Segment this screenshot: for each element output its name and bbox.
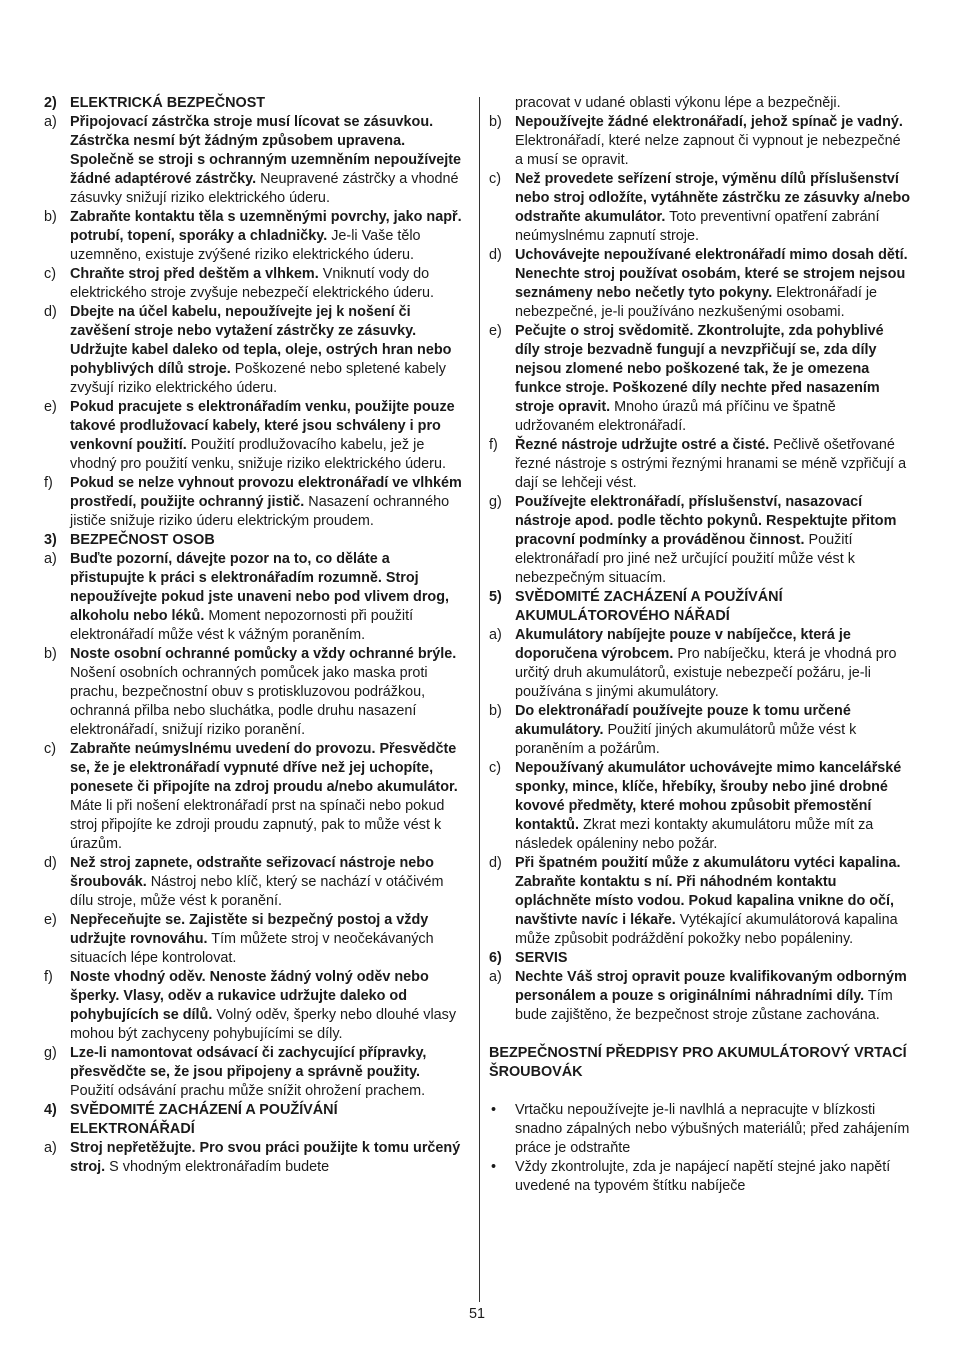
section-heading <box>489 949 912 968</box>
item-text: Vniknutí vody do elektrického stroje zvyšuje nebezpečí elektrického úderu. <box>70 266 434 301</box>
item-text: Zkrat mezi kontakty akumulátoru může mít za následek opáleniny nebo požár. <box>515 817 874 852</box>
item-bold-text: Zabraňte neúmyslnému uvedení do provozu. Přesvědčte se, že je elektronářadí vypnuté dříve než jej uchopíte, ponesete či připojíte na zdroj proudu a/nebo akumulátor. <box>70 741 458 795</box>
item-bold-text: Nepoužívaný akumulátor uchovávejte mimo kancelářské sponky, mince, klíče, hřebíky, šrouby nebo jiné drobné kovové předměty, které mohou způsobit přemostění kontaktů. <box>515 760 902 833</box>
item-letter: d) <box>489 855 502 871</box>
item-text: Tím můžete stroj v neočekávaných situacích lépe kontrolovat. <box>70 931 434 966</box>
item-letter: c) <box>489 171 501 187</box>
item-text: Poškozené nebo spletené kabely zvyšují riziko elektrického úderu. <box>70 361 446 396</box>
section-heading <box>44 94 464 113</box>
left-column <box>44 94 464 1177</box>
item-text: Elektronářadí je nebezpečné, je-li používáno nezkušenými osobami. <box>515 285 878 320</box>
item-letter: e) <box>489 323 502 339</box>
subsection-title: BEZPEČNOSTNÍ PŘEDPISY PRO AKUMULÁTOROVÝ VRTACÍ ŠROUBOVÁK <box>489 1045 907 1080</box>
list-item <box>489 854 912 949</box>
item-bold-text: Používejte elektronářadí, příslušenství, nasazovací nástroje apod. podle těchto pokynů. Respektujte přitom pracovní podmínky a prováděnou činnost. <box>515 494 897 548</box>
list-item <box>489 113 912 170</box>
list-item <box>489 702 912 759</box>
item-bold-text: Nepřeceňujte se. Zajistěte si bezpečný postoj a vždy udržujte rovnováhu. <box>70 912 429 947</box>
item-bold-text: Pokud se nelze vyhnout provozu elektronářadí ve vlhkém prostředí, použijte ochranný jistič. <box>70 475 462 510</box>
item-letter: c) <box>44 266 56 282</box>
item-letter: d) <box>489 247 502 263</box>
item-text: Tím bude zajištěno, že bezpečnost stroje zůstane zachována. <box>515 988 893 1023</box>
item-text: Nošení osobních ochranných pomůcek jako maska proti prachu, bezpečnostní obuv s protiskluzovou podrážkou, ochranná přilba nebo sluchátka, podle druhu nasazení elektronářadí, snižují riziko poranění. <box>70 665 428 738</box>
list-item <box>489 968 912 1025</box>
item-text: Mnoho úrazů má příčinu ve špatně udržovaném elektronářadí. <box>515 399 836 434</box>
item-letter: a) <box>44 1140 57 1156</box>
item-letter: f) <box>44 475 53 491</box>
item-text: Toto preventivní opatření zabrání neúmyslnému zapnutí stroje. <box>515 209 880 244</box>
list-item <box>489 170 912 246</box>
item-bold-text: Chraňte stroj před deštěm a vlhkem. <box>70 266 319 282</box>
item-text: Použití elektronářadí pro jiné než určující použití může vést k nebezpečným situacím. <box>515 532 855 586</box>
item-text: Volný oděv, šperky nebo dlouhé vlasy mohou být zachyceny pohybujícími se díly. <box>70 1007 457 1042</box>
item-letter: b) <box>489 703 502 719</box>
column-divider <box>479 97 480 1302</box>
page-number: 51 <box>468 1306 485 1322</box>
item-text: Máte li při nošení elektronářadí prst na spínači nebo pokud stroj připojíte ke zdroji proudu zapnutý, pak to může vést k úrazům. <box>70 798 445 852</box>
section-number: 5) <box>489 589 502 605</box>
item-text: Vytékající akumulátorová kapalina může způsobit podráždění pokožky nebo popáleniny. <box>515 912 898 947</box>
list-item <box>44 854 464 911</box>
section-title: BEZPEČNOST OSOB <box>70 532 215 548</box>
item-bold-text: Noste osobní ochranné pomůcky a vždy ochranné brýle. <box>70 646 457 662</box>
bullet-text: Vždy zkontrolujte, zda je napájecí napětí stejné jako napětí uvedené na typovém štítku nabíječe <box>515 1159 891 1194</box>
item-letter: d) <box>44 304 57 320</box>
section-number: 4) <box>44 1102 57 1118</box>
list-item <box>44 303 464 398</box>
item-letter: a) <box>489 969 502 985</box>
item-bold-text: Lze-li namontovat odsávací či zachycující přípravky, přesvědčte se, že jsou připojeny a správně použity. <box>70 1045 427 1080</box>
item-letter: a) <box>489 627 502 643</box>
item-letter: a) <box>44 114 57 130</box>
item-bold-text: Akumulátory nabíjejte pouze v nabíječce, která je doporučena výrobcem. <box>515 627 851 662</box>
list-item <box>44 113 464 208</box>
list-item <box>489 436 912 493</box>
item-bold-text: Pokud pracujete s elektronářadím venku, použijte pouze takové prodlužovací kabely, které jsou schváleny i pro venkovní použití. <box>70 399 455 453</box>
bullet-icon: • <box>491 1159 497 1175</box>
list-item <box>489 493 912 588</box>
item-letter: g) <box>44 1045 57 1061</box>
list-item <box>44 740 464 854</box>
section-title: SVĚDOMITÉ ZACHÁZENÍ A POUŽÍVÁNÍ AKUMULÁTOROVÉHO NÁŘADÍ <box>515 589 783 624</box>
item-bold-text: Noste vhodný oděv. Nenoste žádný volný oděv nebo šperky. Vlasy, oděv a rukavice udržujte daleko od pohybujících se dílů. <box>70 969 429 1023</box>
item-letter: c) <box>489 760 501 776</box>
item-bold-text: Stroj nepřetěžujte. Pro svou práci použijte k tomu určený stroj. <box>70 1140 461 1175</box>
item-letter: e) <box>44 399 57 415</box>
list-item <box>489 322 912 436</box>
bullet-icon: • <box>491 1102 497 1118</box>
list-item <box>44 1139 464 1177</box>
section-number: 2) <box>44 95 57 111</box>
item-bold-text: Při špatném použití může z akumulátoru vytéci kapalina. Zabraňte kontaktu s ní. Při náhodném kontaktu opláchněte místo vodou. Pokud kapalina vnikne do očí, navštivte navíc i lékaře. <box>515 855 901 928</box>
item-text: S vhodným elektronářadím budete <box>105 1159 330 1175</box>
list-item <box>44 474 464 531</box>
item-text: Nasazení ochranného jističe snižuje riziko úderu elektrickým proudem. <box>70 494 450 529</box>
item-bold-text: Dbejte na účel kabelu, nepoužívejte jej k nošení či zavěšení stroje nebo vytažení zástrčky ze zásuvky. Udržujte kabel daleko od tepla, oleje, ostrých hran nebo pohyblivých dílů stroje. <box>70 304 452 377</box>
section-title: SVĚDOMITÉ ZACHÁZENÍ A POUŽÍVÁNÍ ELEKTRONÁŘADÍ <box>70 1102 338 1137</box>
item-bold-text: Než stroj zapnete, odstraňte seřizovací nástroje nebo šroubovák. <box>70 855 434 890</box>
section-number: 3) <box>44 532 57 548</box>
item-bold-text: Do elektronářadí používejte pouze k tomu určené akumulátory. <box>515 703 851 738</box>
item-bold-text: Pečujte o stroj svědomitě. Zkontrolujte, zda pohyblivé díly stroje bezvadně fungují a nevzpřičují se, zda díly nejsou zlomené nebo poškozené tak, že je omezena funkce stroje. Poškozené díly nechte před nasazením stroje opravit. <box>515 323 884 415</box>
item-text: Pro nabíječku, která je vhodná pro určitý druh akumulátorů, existuje nebezpečí požáru, je-li používána s jinými akumulátory. <box>515 646 897 700</box>
item-letter: a) <box>44 551 57 567</box>
section-number: 6) <box>489 950 502 966</box>
item-letter: f) <box>44 969 53 985</box>
list-item <box>44 645 464 740</box>
list-item <box>44 1044 464 1101</box>
item-text: Moment nepozornosti při použití elektronářadí může vést k vážným poraněním. <box>70 608 414 643</box>
item-bold-text: Nechte Váš stroj opravit pouze kvalifikovaným odborným personálem a pouze s originálními náhradními díly. <box>515 969 907 1004</box>
item-text: Použití prodlužovacího kabelu, jež je vhodný pro použití venku, snižuje riziko elektrického úderu. <box>70 437 446 472</box>
item-letter: b) <box>44 209 57 225</box>
list-item <box>44 550 464 645</box>
item-letter: e) <box>44 912 57 928</box>
section-heading <box>44 1101 464 1139</box>
section-title: ELEKTRICKÁ BEZPEČNOST <box>70 95 266 111</box>
item-text: pracovat v udané oblasti výkonu lépe a bezpečněji. <box>515 95 841 111</box>
item-bold-text: Buďte pozorní, dávejte pozor na to, co děláte a přistupujte k práci s elektronářadím rozumně. Stroj nepoužívejte pokud jste unaveni nebo pod vlivem drog, alkoholu nebo léků. <box>70 551 450 624</box>
list-item <box>489 94 912 113</box>
item-text: Je-li Vaše tělo uzemněno, existuje zvýšené riziko elektrického úderu. <box>70 228 421 263</box>
item-text: Elektronářadí, které nelze zapnout či vypnout je nebezpečné a musí se opravit. <box>515 133 901 168</box>
item-letter: b) <box>44 646 57 662</box>
list-item <box>44 265 464 303</box>
bullet-item <box>489 1101 912 1158</box>
item-letter: c) <box>44 741 56 757</box>
list-item <box>489 759 912 854</box>
item-letter: g) <box>489 494 502 510</box>
list-item <box>44 911 464 968</box>
item-bold-text: Uchovávejte nepoužívané elektronářadí mimo dosah dětí. Nenechte stroj používat osobám, které se strojem nejsou seznámeny nebo nečetly tyto pokyny. <box>515 247 908 301</box>
item-text: Pečlivě ošetřované řezné nástroje s ostrými řeznými hranami se méně vzpřičují a dají se lehčeji vést. <box>515 437 907 491</box>
list-item <box>489 626 912 702</box>
section-title: SERVIS <box>515 950 568 966</box>
item-bold-text: Zabraňte kontaktu těla s uzemněnými povrchy, jako např. potrubí, topení, sporáky a chladničky. <box>70 209 462 244</box>
spacer <box>489 1025 912 1044</box>
bullet-text: Vrtačku nepoužívejte je-li navlhlá a nepracujte v blízkosti snadno zápalných nebo výbušných materiálů; před zahájením práce je odstraňte <box>515 1102 910 1156</box>
item-bold-text: Než provedete seřízení stroje, výměnu dílů příslušenství nebo stroj odložíte, vytáhněte zástrčku ze zásuvky a/nebo odstraňte akumulátor. <box>515 171 911 225</box>
item-text: Neupravené zástrčky a vhodné zásuvky snižují riziko elektrického úderu. <box>70 171 459 206</box>
item-text: Nástroj nebo klíč, který se nachází v otáčivém dílu stroje, může vést k poranění. <box>70 874 444 909</box>
list-item <box>44 968 464 1044</box>
list-item <box>44 398 464 474</box>
item-bold-text: Připojovací zástrčka stroje musí lícovat se zásuvkou. Zástrčka nesmí být žádným způsobem upravena. Společně se stroji s ochranným uzemněním nepoužívejte žádné adaptérové zástrčky. <box>70 114 462 187</box>
item-text: Použití odsávání prachu může snížit ohrožení prachem. <box>70 1083 426 1099</box>
bullet-item <box>489 1158 912 1196</box>
item-bold-text: Řezné nástroje udržujte ostré a čisté. <box>515 437 770 453</box>
item-bold-text: Nepoužívejte žádné elektronářadí, jehož spínač je vadný. <box>515 114 903 130</box>
item-text: Použití jiných akumulátorů může vést k poraněním a požárům. <box>515 722 857 757</box>
item-letter: f) <box>489 437 498 453</box>
right-column <box>489 94 912 1196</box>
item-letter: d) <box>44 855 57 871</box>
section-heading <box>44 531 464 550</box>
list-item <box>489 246 912 322</box>
spacer <box>489 1082 912 1101</box>
section-heading <box>489 588 912 626</box>
list-item <box>44 208 464 265</box>
item-letter: b) <box>489 114 502 130</box>
